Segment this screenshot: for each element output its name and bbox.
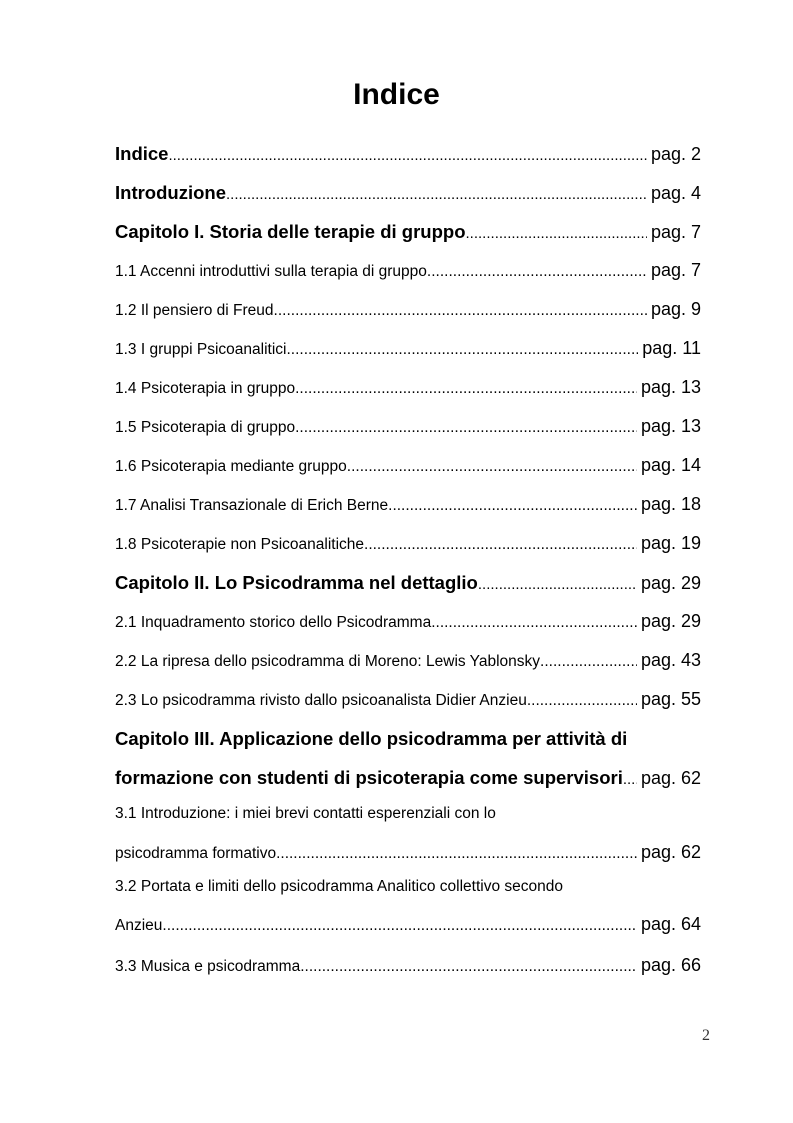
toc-entry-label: 1.1 Accenni introduttivi sulla terapia di gruppo. (115, 263, 432, 280)
toc-entry-1-3[interactable] (115, 338, 701, 359)
toc-entry-chapter-3-line1[interactable]: Capitolo III. Applicazione dello psicodramma per attività di (115, 728, 628, 749)
toc-leader-dots (466, 225, 647, 242)
toc-entry-1-4[interactable] (115, 377, 701, 398)
toc-entry-label: 1.7 Analisi Transazionale di Erich Berne (115, 497, 389, 514)
toc-entry-2-1[interactable] (115, 611, 701, 632)
toc-entry-page: pag. 7 (650, 260, 701, 280)
toc-leader-dots (168, 147, 646, 164)
toc-entry-introduzione[interactable] (115, 182, 701, 204)
toc-entry-label: Capitolo I. Storia delle terapie di gruppo (115, 221, 466, 242)
toc-leader-dots (226, 186, 647, 203)
toc-entry-page: pag. 29 (640, 573, 701, 593)
toc-leader-dots (388, 497, 637, 515)
toc-entry-page: pag. 55 (640, 689, 701, 709)
toc-entry-chapter-2[interactable] (115, 572, 701, 594)
toc-entry-page: pag. 11 (642, 338, 701, 358)
toc-leader-dots (623, 771, 637, 788)
toc-entry-page: pag. 13 (640, 377, 701, 397)
toc-entry-page: pag. 64 (640, 914, 701, 934)
toc-entry-2-2[interactable] (115, 650, 701, 671)
toc-entry-indice[interactable] (115, 143, 701, 165)
toc-entry-label: psicodramma formativo (115, 845, 277, 862)
toc-leader-dots (364, 536, 637, 554)
toc-entry-page: pag. 18 (640, 494, 701, 514)
toc-entry-label: 2.1 Inquadramento storico dello Psicodramma (115, 614, 432, 631)
toc-entry-label: 2.3 Lo psicodramma rivisto dallo psicoanalista Didier Anzieu (115, 692, 527, 709)
toc-leader-dots (431, 614, 637, 632)
toc-entry-label: Capitolo II. Lo Psicodramma nel dettaglio (115, 572, 478, 593)
toc-entry-label: 1.6 Psicoterapia mediante gruppo (115, 458, 347, 475)
page-number: 2 (702, 1027, 710, 1044)
toc-entry-3-2[interactable] (115, 914, 701, 935)
toc-leader-dots (540, 653, 637, 671)
toc-entry-2-3[interactable] (115, 689, 701, 710)
toc-entry-page: pag. 43 (640, 650, 701, 670)
page-title: Indice (353, 78, 440, 111)
toc-leader-dots (478, 576, 637, 593)
toc-entry-page: pag. 29 (640, 611, 701, 631)
toc-entry-1-7[interactable] (115, 494, 701, 515)
toc-leader-dots (162, 917, 637, 935)
toc-entry-1-1[interactable] (115, 260, 701, 281)
toc-leader-dots (274, 302, 647, 320)
toc-entry-3-1[interactable] (115, 842, 701, 863)
toc-leader-dots (295, 380, 637, 398)
toc-entry-page: pag. 14 (640, 455, 701, 475)
toc-leader-dots (527, 692, 637, 710)
toc-entry-3-3[interactable] (115, 955, 701, 976)
toc-entry-1-8[interactable] (115, 533, 701, 554)
toc-entry-label: 3.3 Musica e psicodramma (115, 958, 301, 975)
toc-entry-1-6[interactable] (115, 455, 701, 476)
toc-entry-label: 2.2 La ripresa dello psicodramma di Moreno: Lewis Yablonsky (115, 653, 541, 670)
toc-leader-dots (276, 845, 637, 863)
toc-leader-dots (347, 458, 637, 476)
toc-entry-page: pag. 62 (640, 842, 701, 862)
toc-entry-chapter-1[interactable] (115, 221, 701, 243)
toc-entry-label: 1.8 Psicoterapie non Psicoanalitiche (115, 536, 365, 553)
toc-entry-label: Introduzione (115, 182, 226, 203)
toc-entry-1-5[interactable] (115, 416, 701, 437)
toc-entry-page: pag. 7 (650, 222, 701, 242)
toc-entry-label: 1.4 Psicoterapia in gruppo (115, 380, 296, 397)
toc-entry-label: Indice (115, 143, 169, 164)
toc-entry-chapter-3[interactable] (115, 767, 701, 789)
toc-entry-label: formazione con studenti di psicoterapia come supervisori (115, 767, 623, 788)
toc-leader-dots (286, 341, 638, 359)
toc-entry-page: pag. 13 (640, 416, 701, 436)
toc-entry-1-2[interactable] (115, 299, 701, 320)
toc-entry-page: pag. 19 (640, 533, 701, 553)
toc-entry-label: 1.5 Psicoterapia di gruppo (115, 419, 296, 436)
toc-entry-3-2-line1[interactable]: 3.2 Portata e limiti dello psicodramma Analitico collettivo secondo (115, 878, 564, 895)
toc-leader-dots (300, 958, 637, 976)
toc-entry-page: pag. 62 (640, 768, 701, 788)
toc-entry-page: pag. 4 (650, 183, 701, 203)
toc-leader-dots (431, 263, 647, 281)
toc-entry-label: 1.2 Il pensiero di Freud (115, 302, 274, 319)
toc-entry-3-1-line1[interactable]: 3.1 Introduzione: i miei brevi contatti esperenziali con lo (115, 805, 496, 822)
toc-entry-label: 1.3 I gruppi Psicoanalitici (115, 341, 287, 358)
toc-entry-label: Anzieu (115, 917, 163, 934)
toc-leader-dots (295, 419, 637, 437)
toc-entry-page: pag. 66 (640, 955, 701, 975)
toc-entry-page: pag. 2 (650, 144, 701, 164)
toc-entry-page: pag. 9 (650, 299, 701, 319)
